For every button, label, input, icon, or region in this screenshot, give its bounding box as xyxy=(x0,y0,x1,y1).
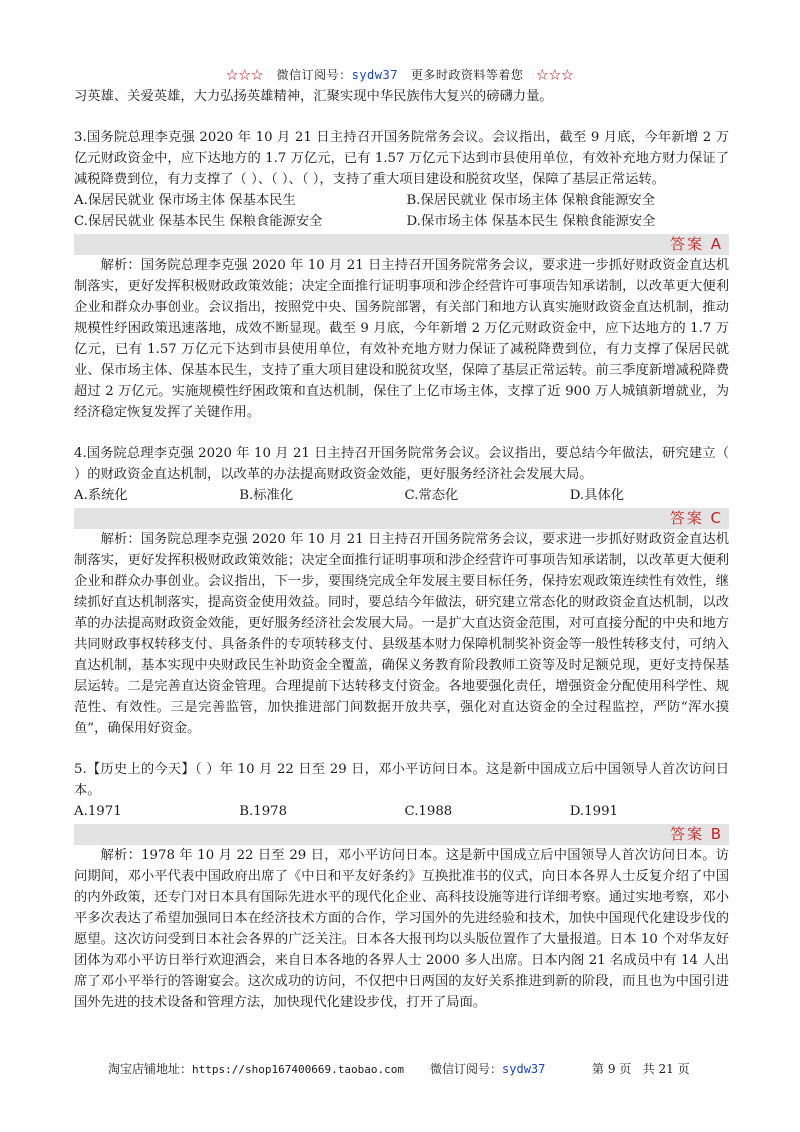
page-content xyxy=(74,86,729,1013)
question-stem: 5.【历史上的今天】（ ）年 10 月 22 日至 29 日，邓小平访问日本。这是新中国成立后中国领导人首次访问日本。 xyxy=(74,762,729,798)
page-number xyxy=(592,1060,690,1077)
page-current: 第 9 页 xyxy=(592,1062,632,1076)
option-d: D.保市场主体 保基本民生 保粮食能源安全 xyxy=(406,214,656,229)
answer-bar xyxy=(74,234,729,255)
explanation: 解析：国务院总理李克强 2020 年 10 月 21 日主持召开国务院常务会议，要求进一步抓好财政资金直达机制落实，更好发挥积极财政政策效能；决定全面推行证明事项和涉企经营许可事项告知承诺制，以改革更大便利企业和群众办事创业。会议指出，按照党中央、国务院部署，有关部门和地方认真实施财政资金直达机制，推动规模性纾困政策迅速落地，成效不断显现。截至 9 月底，今年新增 2 万亿元财政资金中，应下达地方的 1.7 万亿元，已有 1.57 万亿元下达到市县使用单位，有效补充地方财力保证了减税降费到位，有力支撑了保居民就业、保市场主体、保基本民生，支持了重大项目建设和脱贫攻坚，保障了基层正常运转。前三季度新增减税降费超过 2 万亿元。实施规模性纾困政策和直达机制，保住了上亿市场主体，支撑了近 900 万人城镇新增就业，为经济稳定恢复发挥了关键作用。 xyxy=(74,258,729,420)
answer-label: 答案 C xyxy=(669,509,723,527)
header-stars-left: ☆☆☆ xyxy=(226,68,264,82)
header-tagline: 更多时政资料等着您 xyxy=(410,68,524,82)
question-options xyxy=(74,801,729,822)
footer-wechat-label: 微信订阅号： xyxy=(430,1062,503,1076)
question-4 xyxy=(74,443,729,739)
option-a: A.保居民就业 保市场主体 保基本民生 xyxy=(74,193,296,208)
question-stem: 4.国务院总理李克强 2020 年 10 月 21 日主持召开国务院常务会议。会议指出，要总结今年做法，研究建立（ ）的财政资金直达机制，以改革的办法提高财政资金效能，更好服务经济社会发展大局。 xyxy=(74,446,729,482)
option-c: C.保居民就业 保基本民生 保粮食能源安全 xyxy=(74,214,323,229)
answer-bar xyxy=(74,824,729,845)
intro-line: 习英雄、关爱英雄，大力弘扬英雄精神，汇聚实现中华民族伟大复兴的磅礴力量。 xyxy=(74,89,553,104)
option-b: B.1978 xyxy=(239,804,288,819)
answer-label: 答案 B xyxy=(669,825,723,843)
option-a: A.1971 xyxy=(74,804,122,819)
answer-label: 答案 A xyxy=(669,235,723,253)
footer-shop-label: 淘宝店铺地址： xyxy=(108,1062,193,1076)
header-account: sydw37 xyxy=(351,68,398,82)
question-options xyxy=(74,190,729,232)
footer-shop xyxy=(108,1060,404,1077)
option-b: B.标准化 xyxy=(239,488,294,503)
option-a: A.系统化 xyxy=(74,488,128,503)
explanation: 解析：1978 年 10 月 22 日至 29 日，邓小平访问日本。这是新中国成立后中国领导人首次访问日本。访问期间，邓小平代表中国政府出席了《中日和平友好条约》互换批准书的仪式，向日本各界人士反复介绍了中国的内外政策，还专门对日本具有国际先进水平的现代化企业、高科技设施等进行详细考察。通过实地考察，邓小平多次表达了希望加强同日本在经济技术方面的合作，学习国外的先进经验和技术，加快中国现代化建设步伐的愿望。这次访问受到日本社会各界的广泛关注。日本各大报刊均以头版位置作了大量报道。日本 10 个对华友好团体为邓小平访日举行欢迎酒会，来自日本各地的各界人士 2000 多人出席。日本内阁 21 名成员中有 14 人出席了邓小平举行的答谢宴会。这次成功的访问，不仅把中日两国的友好关系推进到新的阶段，而且也为中国引进国外先进的技术设备和管理方法，加快现代化建设步伐，打开了局面。 xyxy=(74,848,729,1010)
question-3 xyxy=(74,127,729,423)
footer-wechat-account: sydw37 xyxy=(502,1062,546,1076)
page-header xyxy=(0,66,800,83)
question-options xyxy=(74,485,729,506)
header-stars-right: ☆☆☆ xyxy=(536,68,574,82)
option-d: D.具体化 xyxy=(569,488,625,503)
page-total: 共 21 页 xyxy=(642,1062,690,1076)
question-5 xyxy=(74,759,729,1013)
answer-bar xyxy=(74,508,729,529)
option-c: C.常态化 xyxy=(404,488,459,503)
option-d: D.1991 xyxy=(569,804,619,819)
option-c: C.1988 xyxy=(404,804,453,819)
header-label: 微信订阅号： xyxy=(276,68,352,82)
explanation: 解析：国务院总理李克强 2020 年 10 月 21 日主持召开国务院常务会议，要求进一步抓好财政资金直达机制落实，更好发挥积极财政政策效能；决定全面推行证明事项和涉企经营许可事项告知承诺制，以改革更大便利企业和群众办事创业。会议指出，下一步，要围绕完成全年发展主要目标任务，保持宏观政策连续性有效性，继续抓好直达机制落实，提高资金使用效益。同时，要总结今年做法，研究建立常态化的财政资金直达机制，以改革的办法提高财政资金效能，更好服务经济社会发展大局。一是扩大直达资金范围，对可直接分配的中央和地方共同财政事权转移支付、具备条件的专项转移支付、县级基本财力保障机制奖补资金等一般性转移支付，可纳入直达机制，基本实现中央财政民生补助资金全覆盖，确保义务教育阶段教师工资等及时足额兑现，更好支持保基层运转。二是完善直达资金管理。合理提前下达转移支付资金。各地要强化责任，增强资金分配使用科学性、规范性、有效性。三是完善监管，加快推进部门间数据开放共享，强化对直达资金的全过程监控，严防“浑水摸鱼”，确保用好资金。 xyxy=(74,532,729,736)
footer-shop-link[interactable]: https://shop167400669.taobao.com xyxy=(192,1063,404,1076)
option-b: B.保居民就业 保市场主体 保粮食能源安全 xyxy=(406,193,655,208)
question-stem: 3.国务院总理李克强 2020 年 10 月 21 日主持召开国务院常务会议。会议指出，截至 9 月底，今年新增 2 万亿元财政资金中，应下达地方的 1.7 万亿元，已有 1.57 万亿元下达到市县使用单位，有效补充地方财力保证了减税降费到位，有力支撑了（ ）、（ ）、（ ），支持了重大项目建设和脱贫攻坚，保障了基层正常运转。 xyxy=(74,130,729,187)
footer-wechat xyxy=(430,1060,545,1077)
